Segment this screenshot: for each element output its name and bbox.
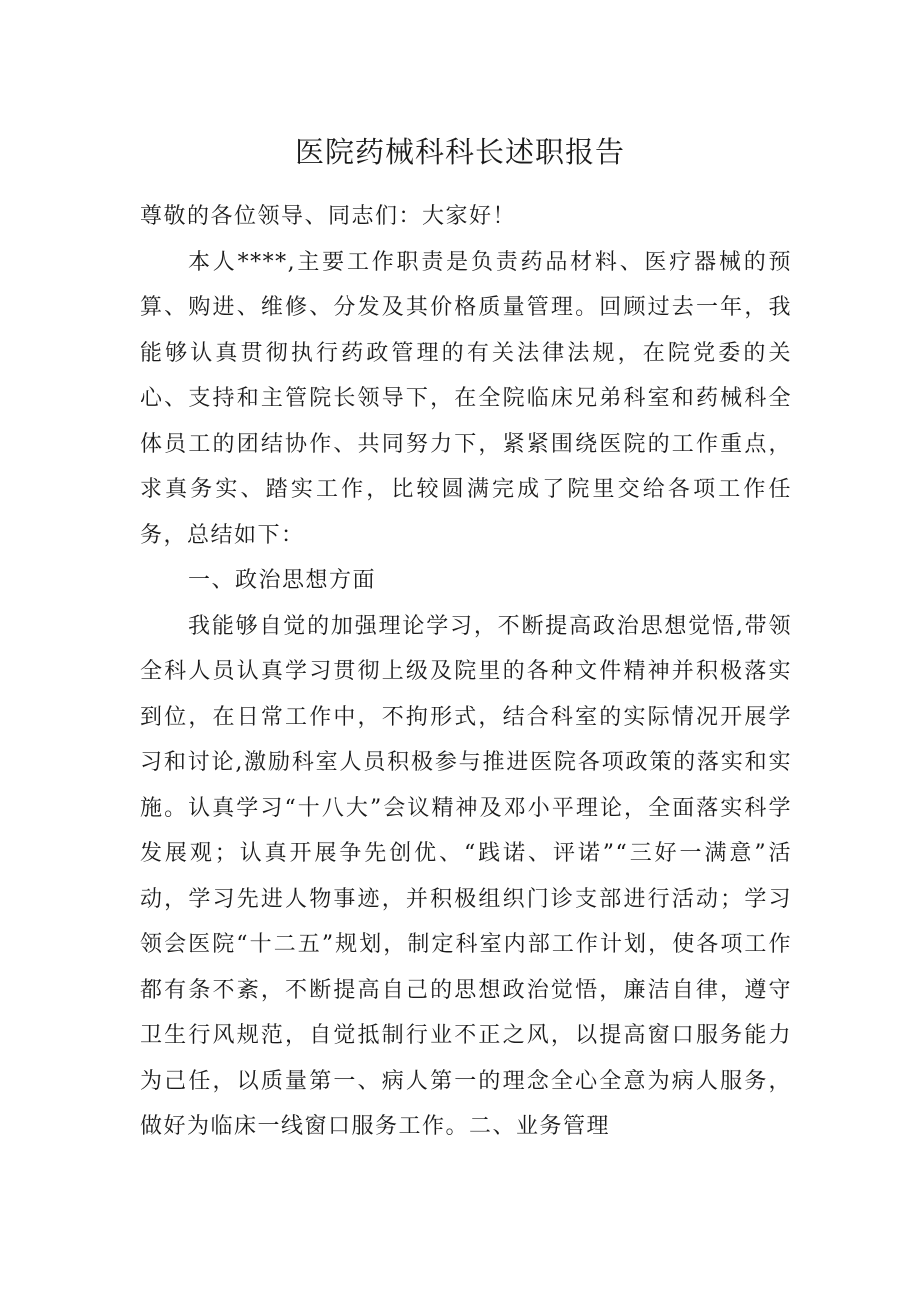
section-heading-political: 一、政治思想方面 <box>188 568 377 593</box>
paragraph-political: 我能够自觉的加强理论学习，不断提高政治思想觉悟,带领全科人员认真学习贯彻上级及院里的各种文件精神并积极落实到位，在日常工作中，不拘形式，结合科室的实际情况开展学习和讨论,激励科室人员积极参与推进医院各项政策的落实和实施。认真学习“十八大”会议精神及邓小平理论，全面落实科学发展观；认真开展争先创优、“践诺、评诺”“三好一满意”活动，学习先进人物事迹，并积极组织门诊支部进行活动；学习领会医院“十二五”规划，制定科室内部工作计划，使各项工作都有条不紊，不断提高自己的思想政治觉悟，廉洁自律，遵守卫生行风规范，自觉抵制行业不正之风，以提高窗口服务能力为己任，以质量第一、病人第一的理念全心全意为病人服务，做好为临床一线窗口服务工作。二、业务管理 <box>140 613 792 1139</box>
salutation: 尊敬的各位领导、同志们：大家好！ <box>140 204 517 229</box>
document-title: 医院药械科科长述职报告 <box>294 135 625 169</box>
paragraph-intro: 本人****,主要工作职责是负责药品材料、医疗器械的预算、购进、维修、分发及其价格质量管理。回顾过去一年，我能够认真贯彻执行药政管理的有关法律法规，在院党委的关心、支持和主管院长领导下，在全院临床兄弟科室和药械科全体员工的团结协作、共同努力下，紧紧围绕医院的工作重点，求真务实、踏实工作，比较圆满完成了院里交给各项工作任务，总结如下： <box>140 249 792 548</box>
document-body <box>140 194 792 1150</box>
